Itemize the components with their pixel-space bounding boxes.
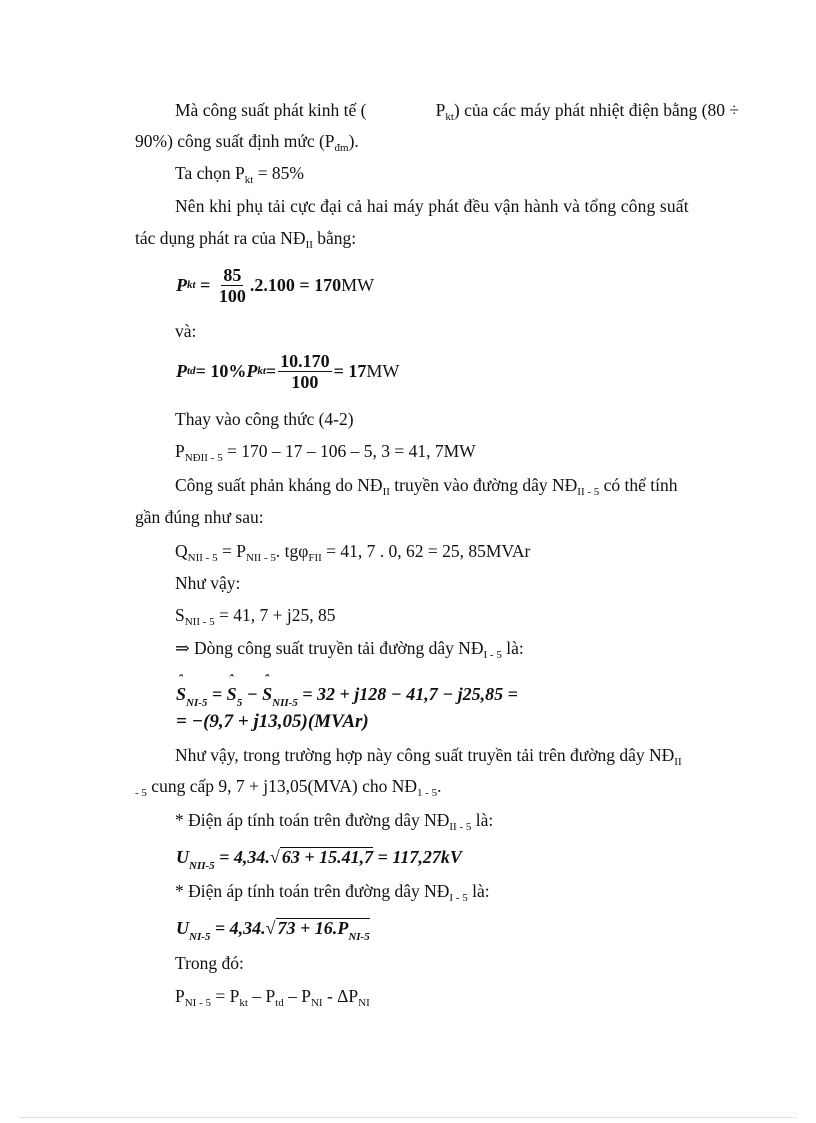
paragraph-reactive-power-cont: gần đúng như sau: xyxy=(135,507,264,527)
choice-pkt: Ta chọn $P_{kt} = 85\%$ xyxy=(175,163,305,186)
formula-unii-5: $U_{NII-5} = 4,34.√$ 63 + 15.41,7 = 117,27kV xyxy=(176,847,462,872)
paragraph-conclusion: Như vậy, trong trường hợp này công suất truyền tải trên đường dây $NĐ_{II}$ xyxy=(175,745,682,768)
fraction-10170-100: $\frac{10.170}{100}$ xyxy=(280,350,330,392)
page-bottom-divider xyxy=(20,1117,796,1118)
paragraph-reactive-power: Công suất phản kháng do $NĐ_{II}$ truyền vào đường dây $NĐ_{II - 5}$ có thể tính xyxy=(175,475,678,498)
equation-pni-5: $P_{NI - 5} = P_{kt} - P_{td} - P_{NI} - \Delta P_{NI}$ xyxy=(175,986,370,1009)
paragraph-max-load-cont: tác dụng phát ra của $NĐ_{II}$ bằng: xyxy=(135,228,357,251)
text-substitute: Thay vào công thức (4-2) xyxy=(175,409,354,429)
formula-sni-5-result: = −(9,7 + j13,05)(MVAr) xyxy=(176,711,369,732)
fraction-85-100: $\frac{85}{100}$ xyxy=(218,264,246,306)
text-thus: Như vậy: xyxy=(175,573,241,593)
formula-ptd: P td = 10% P kt = $\frac{10.170}{100}$ = 17 MW xyxy=(176,350,400,392)
equation-snii-5: $S_{NII - 5} = 41$, 7 + j25, 85 xyxy=(175,605,336,628)
text-where: Trong đó: xyxy=(175,953,244,973)
text-voltage-ni-5: * Điện áp tính toán trên đường dây $NĐ_{I - 5}$ là: xyxy=(175,881,490,904)
paragraph-conclusion-cont: $_{- 5}$ cung cấp 9, 7 + j13,05(MVA) cho $NĐ_{1 - 5}$. xyxy=(135,776,442,799)
text-power-flow-ni-5: ⇒ Dòng công suất truyền tải đường dây $NĐ_{I - 5}$ là: xyxy=(175,638,524,661)
paragraph-max-load: Nên khi phụ tải cực đại cả hai máy phát đều vận hành và tổng công suất xyxy=(175,196,689,216)
equation-qnii-5: $Q_{NII - 5} = P_{NII - 5}$. tgφ$_{FII}$ = 41, 7 . 0, 62 = 25, 85MVAr xyxy=(175,541,531,564)
formula-uni-5: $U_{NI-5} = 4,34.√$ $73 + 16.P_{NI-5}$ xyxy=(176,917,370,948)
formula-sni-5: ˆ $S_{NI-5}$ = ˆ $S_5$ − ˆ $S_{NII-5} = 32 + j128 - 41,7 - j25,85$ = xyxy=(176,683,518,714)
paragraph-economic-power-cont: 90%) công suất định mức $(P_{đm})$. xyxy=(135,131,359,154)
text-and: và: xyxy=(175,321,197,341)
equation-pnd-ii-5: $P_{NĐII - 5} = 170 - 17 - 106 - 5$, 3 = 41, 7MW xyxy=(175,441,476,464)
text-voltage-nii-5: * Điện áp tính toán trên đường dây $NĐ_{II - 5}$ là: xyxy=(175,810,494,833)
paragraph-economic-power: Mà công suất phát kinh tế ( $P_{kt}$) của các máy phát nhiệt điện bằng (80 ÷ xyxy=(175,100,739,123)
formula-pkt: P kt = $\frac{85}{100}$ .2.100 = 170 MW xyxy=(176,264,375,306)
